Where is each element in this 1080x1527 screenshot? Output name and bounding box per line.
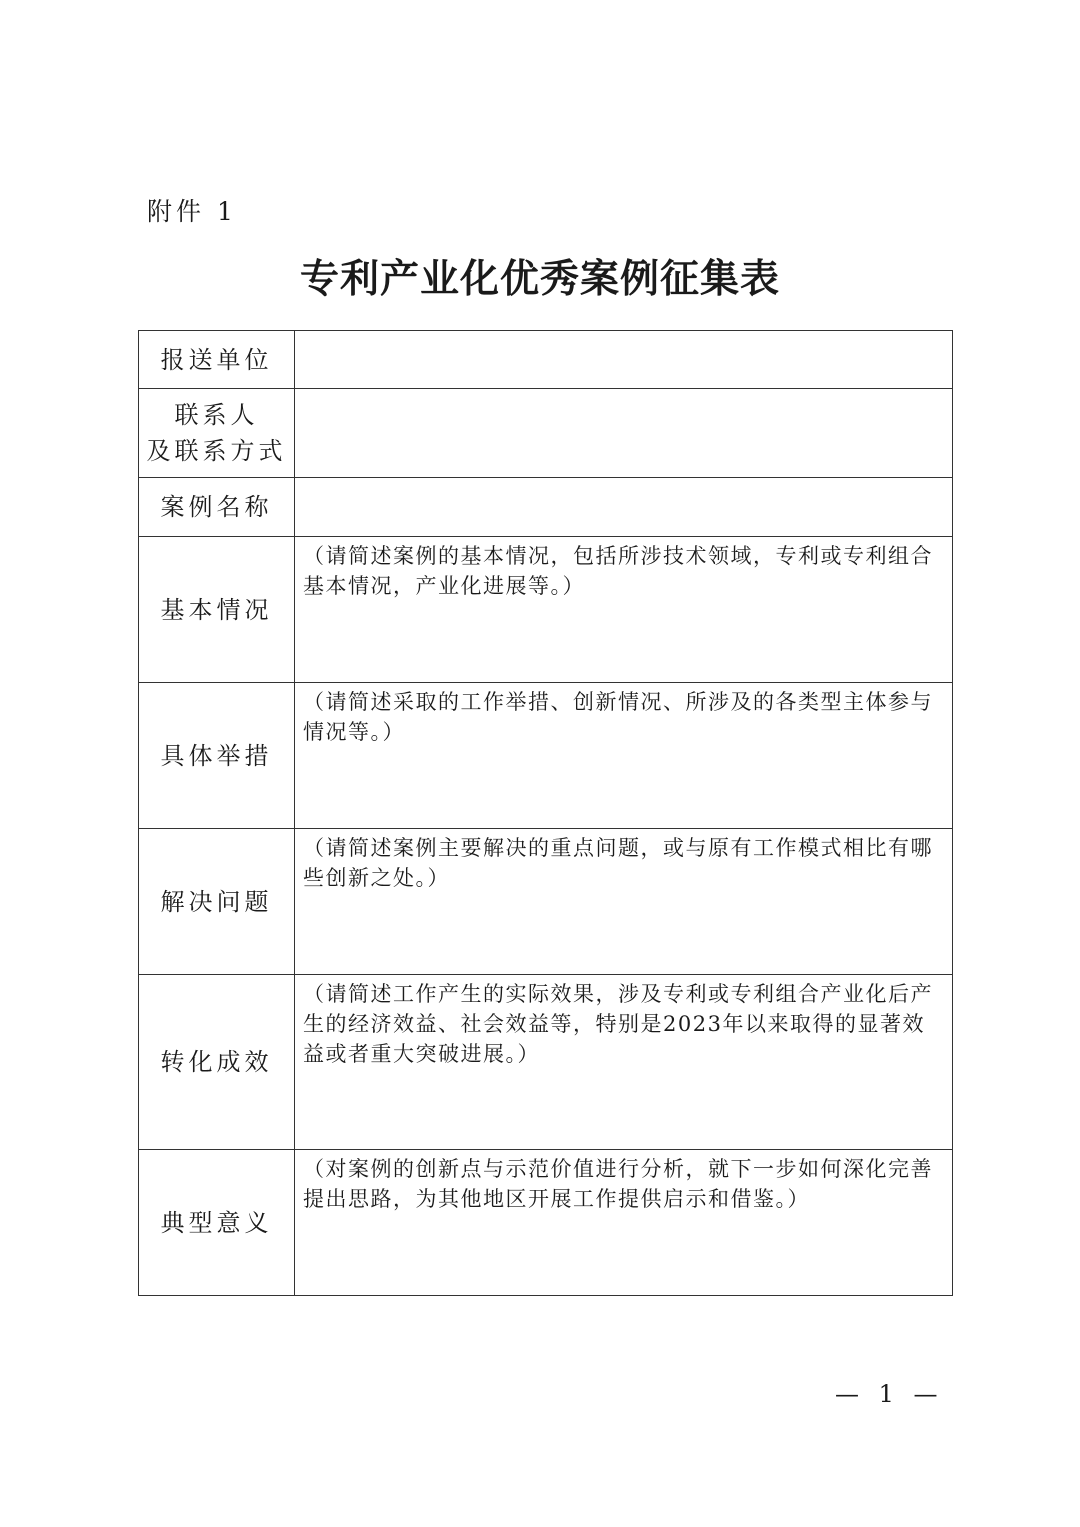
form-row-results (139, 975, 953, 1150)
field-problems-solved[interactable]: （请简述案例主要解决的重点问题，或与原有工作模式相比有哪些创新之处。） (295, 829, 953, 975)
case-collection-form (138, 330, 953, 1296)
label-results: 转化成效 (139, 975, 295, 1150)
page-number: — 1 — (835, 1380, 944, 1408)
field-submitting-unit[interactable] (295, 331, 953, 389)
field-contact[interactable] (295, 389, 953, 478)
page-title: 专利产业化优秀案例征集表 (299, 256, 780, 302)
field-case-name[interactable] (295, 478, 953, 537)
label-measures: 具体举措 (139, 683, 295, 829)
field-results[interactable]: （请简述工作产生的实际效果，涉及专利或专利组合产业化后产生的经济效益、社会效益等，特别是2023年以来取得的显著效益或者重大突破进展。） (295, 975, 953, 1150)
label-significance: 典型意义 (139, 1150, 295, 1296)
form-row-problems-solved (139, 829, 953, 975)
attachment-label: 附件 1 (147, 197, 237, 226)
form-row-significance (139, 1150, 953, 1296)
form-row-submitting-unit (139, 331, 953, 389)
label-submitting-unit: 报送单位 (139, 331, 295, 389)
form-row-contact (139, 389, 953, 478)
label-contact-line1: 联系人 (174, 401, 259, 429)
label-contact-line2: 及联系方式 (146, 437, 287, 465)
label-basic-info: 基本情况 (139, 537, 295, 683)
form-row-basic-info (139, 537, 953, 683)
field-significance[interactable]: （对案例的创新点与示范价值进行分析，就下一步如何深化完善提出思路，为其他地区开展工作提供启示和借鉴。） (295, 1150, 953, 1296)
form-row-measures (139, 683, 953, 829)
label-contact (139, 389, 295, 478)
form-row-case-name (139, 478, 953, 537)
field-basic-info[interactable]: （请简述案例的基本情况，包括所涉技术领域，专利或专利组合基本情况，产业化进展等。） (295, 537, 953, 683)
label-case-name: 案例名称 (139, 478, 295, 537)
field-measures[interactable]: （请简述采取的工作举措、创新情况、所涉及的各类型主体参与情况等。） (295, 683, 953, 829)
label-problems-solved: 解决问题 (139, 829, 295, 975)
